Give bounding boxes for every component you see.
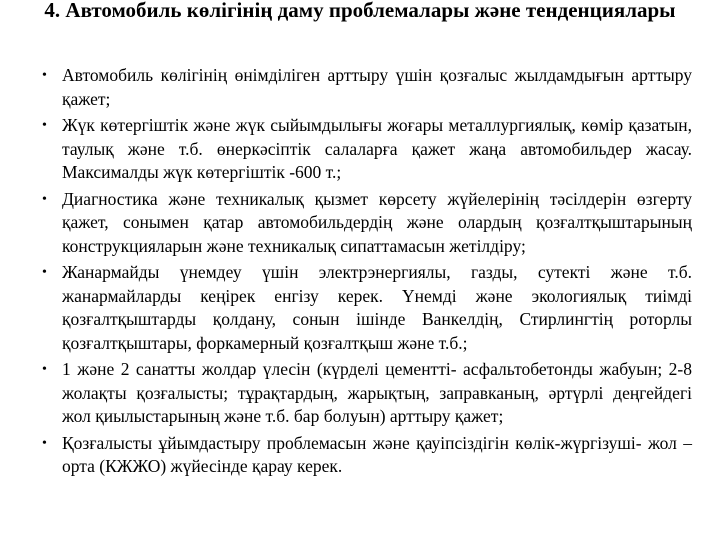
bullet-dot-icon: • [42, 265, 47, 280]
bullet-dot-icon: • [42, 191, 47, 207]
bullet-text: Жанармайды үнемдеу үшін электрэнергиялы, газды, сутекті және т.б. жанармайларды кеңірек енгізу керек. Үнемді және экологиялық тиімді қозғалтқыштарды қолдану, сонын ішінде Ванкелдің, Стирлингтің роторлы қозғалтқыштары, форкамерный қозғалтқыш және т.б.; [62, 262, 692, 353]
bullet-list [30, 64, 692, 482]
bullet-dot-icon: • [42, 362, 47, 377]
bullet-text: Диагностика және техникалық қызмет көрсету жүйелерінің тәсілдерін өзгерту қажет, сонымен қатар автомобильдердің және олардың қозғалтқыштарының конструкцияларын және техникалық сипаттамасын жетілдіру; [62, 188, 692, 256]
bullet-item [30, 432, 692, 479]
bullet-dot-icon: • [42, 68, 47, 83]
bullet-text: 1 және 2 санатты жолдар үлесін (күрделі цементті- асфальтобетонды жабуын; 2-8 жолақты қозғалысты; тұрақтардың, жарықтың, заправканың, әртүрлі деңгейдегі жол қиылыстарының және т.б. бар болуын) арттыру қажет; [62, 359, 692, 426]
bullet-dot-icon: • [42, 435, 47, 451]
bullet-dot-icon: • [42, 118, 47, 133]
bullet-item [30, 358, 692, 429]
bullet-item [30, 114, 692, 185]
bullet-text: Қозғалысты ұйымдастыру проблемасын және қауіпсіздігін көлік-жүргізуші- жол – орта (КЖЖО) жүйесінде қарау керек. [62, 432, 692, 476]
bullet-text: Жүк көтергіштік және жүк сыйымдылығы жоғары металлургиялық, көмір қазатын, таулық және т.б. өнеркәсіптік салаларға қажет жаңа автомобильдер жасау. Максималды жүк көтергіштік -600 т.; [62, 115, 692, 182]
bullet-text: Автомобиль көлігінің өнімділіген арттыру үшін қозғалыс жылдамдығын арттыру қажет; [62, 65, 692, 109]
bullet-item [30, 261, 692, 355]
bullet-item [30, 188, 692, 259]
bullet-item [30, 64, 692, 111]
slide-title: 4. Автомобиль көлігінің даму проблемалары және тенденциялары [44, 0, 676, 22]
